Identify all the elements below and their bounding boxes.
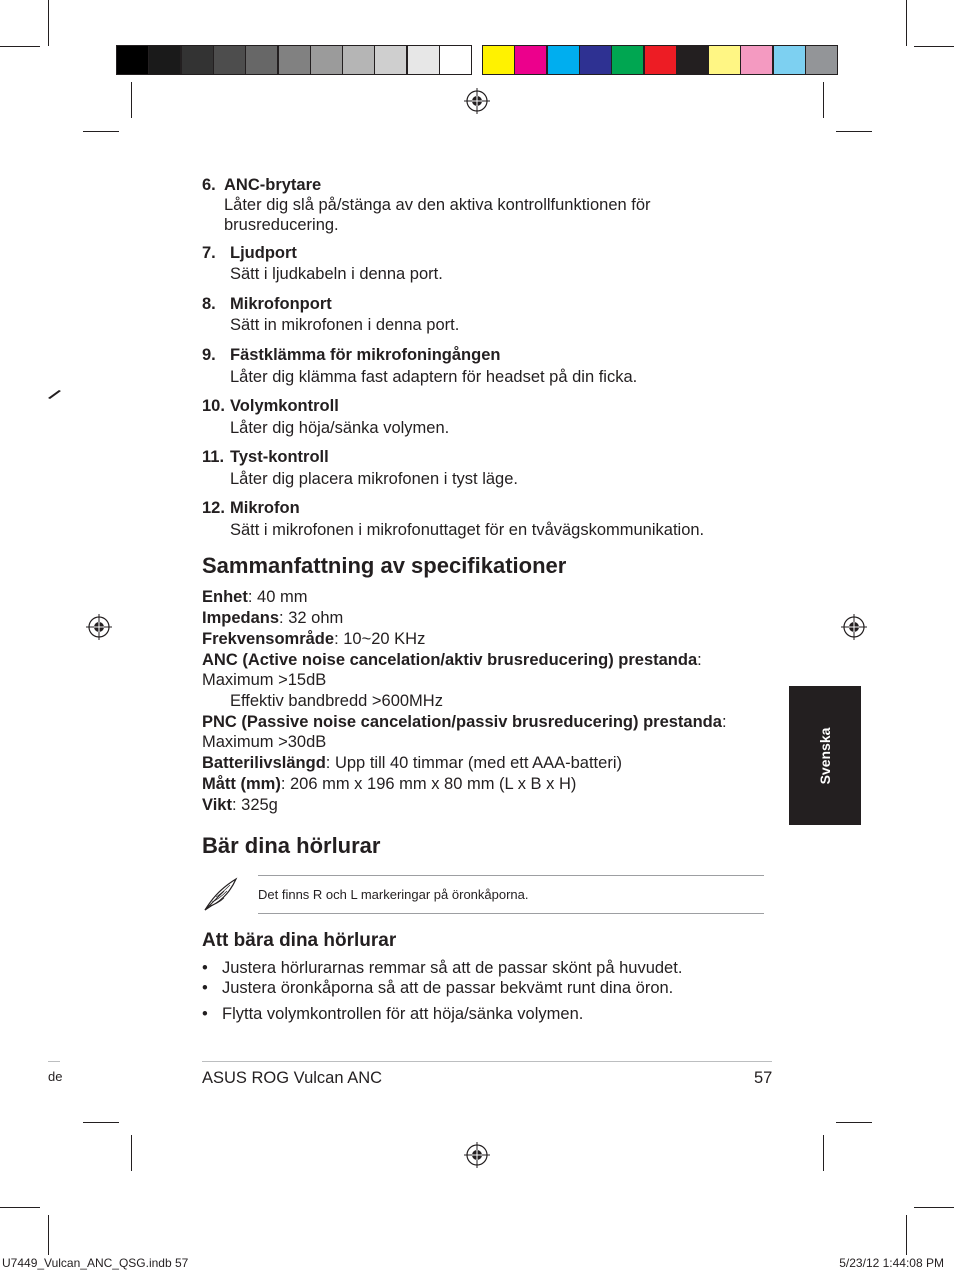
item-11-desc: Låter dig placera mikrofonen i tyst läge.: [230, 470, 518, 488]
item-6-title: 6. ANC-brytare: [202, 176, 322, 194]
gray-swatch: [278, 45, 311, 75]
color-swatch: [611, 45, 644, 75]
crop-mark: [48, 0, 49, 46]
item-9-title: 9. Fästklämma för mikrofoningången: [202, 346, 501, 364]
note-top-rule: [258, 875, 764, 876]
bullet-item: • Flytta volymkontrollen för att höja/sänka volymen.: [202, 1005, 584, 1023]
page-number: 57: [754, 1069, 773, 1087]
item-7-desc: Sätt i ljudkabeln i denna port.: [230, 265, 443, 283]
crop-mark: [83, 1122, 119, 1123]
spec-vikt: Vikt: 325g: [202, 796, 278, 814]
spec-frekvens: Frekvensområde: 10~20 KHz: [202, 630, 426, 648]
spec-matt: Mått (mm): 206 mm x 196 mm x 80 mm (L x B x H): [202, 775, 577, 793]
gray-swatch: [245, 45, 278, 75]
spec-anc: ANC (Active noise cancelation/aktiv brusreducering) prestanda:: [202, 651, 702, 669]
gray-swatch: [407, 45, 440, 75]
spec-enhet: Enhet: 40 mm: [202, 588, 308, 606]
color-swatch: [708, 45, 741, 75]
item-6-desc: Låter dig slå på/stänga av den aktiva kontrollfunktionen för brusreducering.: [224, 196, 651, 234]
color-swatch: [676, 45, 709, 75]
item-12-desc: Sätt i mikrofonen i mikrofonuttaget för en tvåvägskommunikation.: [230, 521, 705, 539]
footer-left-rule: [48, 1061, 60, 1062]
gray-swatch: [439, 45, 472, 75]
gray-swatch: [148, 45, 181, 75]
spec-pnc-max: Maximum >30dB: [202, 733, 327, 751]
crop-mark: [914, 46, 954, 47]
gray-swatch: [342, 45, 375, 75]
crop-mark: [914, 1207, 954, 1208]
crop-mark: [48, 1215, 49, 1255]
registration-mark-icon: [464, 1142, 490, 1168]
item-10-title: 10. Volymkontroll: [202, 397, 339, 415]
footer-rule: [202, 1061, 772, 1062]
color-swatch: [805, 45, 838, 75]
registration-mark-icon: [841, 614, 867, 640]
item-8-desc: Sätt in mikrofonen i denna port.: [230, 316, 460, 334]
language-tab: Svenska: [789, 686, 861, 825]
color-swatch: [547, 45, 580, 75]
crop-mark: [83, 131, 119, 132]
spec-impedans: Impedans: 32 ohm: [202, 609, 344, 627]
item-8-title: 8. Mikrofonport: [202, 295, 332, 313]
crop-mark: [823, 82, 824, 118]
color-swatch: [740, 45, 773, 75]
item-11-title: 11. Tyst-kontroll: [202, 448, 329, 466]
bullet-item: • Justera hörlurarnas remmar så att de passar skönt på huvudet.: [202, 959, 683, 977]
crop-mark: [0, 46, 40, 47]
note-bottom-rule: [258, 913, 764, 914]
registration-mark-icon: [86, 614, 112, 640]
crop-mark: [0, 1207, 40, 1208]
gray-swatch: [116, 45, 149, 75]
color-swatch: [644, 45, 677, 75]
crop-mark: [836, 131, 872, 132]
bullet-item: • Justera öronkåporna så att de passar bekvämt runt dina öron.: [202, 979, 674, 997]
crop-mark: [131, 82, 132, 118]
note-feather-icon: [202, 876, 240, 912]
pencil-fragment-icon: [47, 388, 63, 400]
gray-swatch: [374, 45, 407, 75]
registration-mark-icon: [464, 88, 490, 114]
color-swatch: [773, 45, 806, 75]
crop-mark: [906, 1215, 907, 1255]
crop-mark: [836, 1122, 872, 1123]
spec-pnc: PNC (Passive noise cancelation/passiv brusreducering) prestanda:: [202, 713, 727, 731]
color-swatch: [579, 45, 612, 75]
crop-mark: [131, 1135, 132, 1171]
item-7-title: 7. Ljudport: [202, 244, 297, 262]
spec-anc-max: Maximum >15dB: [202, 671, 327, 689]
item-12-title: 12. Mikrofon: [202, 499, 300, 517]
color-swatch: [514, 45, 547, 75]
crop-mark: [823, 1135, 824, 1171]
item-10-desc: Låter dig höja/sänka volymen.: [230, 419, 450, 437]
sub-heading: Att bära dina hörlurar: [202, 930, 397, 951]
slug-date: 5/23/12 1:44:08 PM: [839, 1256, 944, 1270]
wear-heading: Bär dina hörlurar: [202, 833, 381, 858]
footer-product: ASUS ROG Vulcan ANC: [202, 1069, 383, 1087]
color-swatch: [482, 45, 515, 75]
specs-heading: Sammanfattning av specifikationer: [202, 553, 567, 578]
footer-left-fragment: de: [48, 1069, 63, 1084]
gray-swatch: [310, 45, 343, 75]
note-text: Det finns R och L markeringar på öronkåporna.: [258, 887, 529, 902]
spec-anc-bandwidth: Effektiv bandbredd >600MHz: [230, 692, 443, 710]
item-9-desc: Låter dig klämma fast adaptern för headset på din ficka.: [230, 368, 638, 386]
spec-batteri: Batterilivslängd: Upp till 40 timmar (med ett AAA-batteri): [202, 754, 622, 772]
gray-swatch: [213, 45, 246, 75]
crop-mark: [906, 0, 907, 46]
slug-file: U7449_Vulcan_ANC_QSG.indb 57: [2, 1256, 189, 1270]
gray-swatch: [181, 45, 214, 75]
